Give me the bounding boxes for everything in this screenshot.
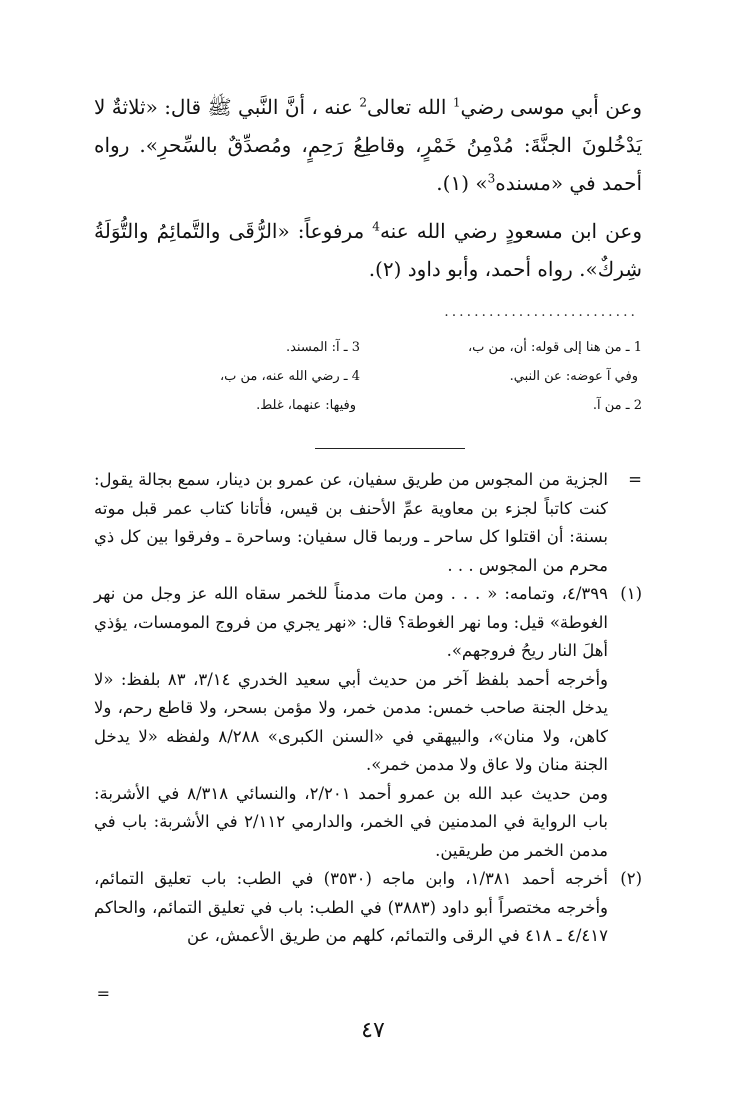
footnote-2-number: (٢) xyxy=(620,869,642,888)
footnote-1 xyxy=(94,580,642,666)
text-run: عنه ، أنَّ النَّبي ﷺ قال: «ثلاثةٌ لا يَدْخُلونَ الجنَّةَ: مُدْمِنُ خَمْرٍ، وقاطِعُ رَحِمٍ، ومُصدِّقٌ بالسِّحرِ». رواه أحمد في «مسنده xyxy=(94,95,642,195)
variant-note-4-cont: وفيها: عنهما، غلط. xyxy=(256,398,356,413)
variant-note-2: 2 ـ من آ. xyxy=(592,398,642,413)
variant-note-1-cont: وفي آ عوضه: عن النبي. xyxy=(509,369,638,384)
variant-note-4: 4 ـ رضي الله عنه، من ب، xyxy=(219,369,360,384)
variant-marker-2: 2 xyxy=(359,95,367,110)
text-run: وعن أبي موسى رضي xyxy=(460,95,643,119)
continuation-mark-bottom: = xyxy=(96,984,110,1003)
page-number: ٤٧ xyxy=(361,1018,385,1043)
text-run: مرفوعاً: «الرُّقَى والتَّمائِمُ والتُّوَلَةُ شِركٌ». رواه أحمد، وأبو داود (٢). xyxy=(94,219,642,281)
hadith-paragraph-2 xyxy=(94,212,642,288)
separator-dots: .......................... xyxy=(444,304,638,320)
text-run: » (١). xyxy=(436,171,488,195)
footnote-1-number: (١) xyxy=(620,584,642,603)
footnote-divider xyxy=(315,448,465,449)
continuation-text: الجزية من المجوس من طريق سفيان، عن عمرو بن دينار، سمع بجالة يقول: كنت كاتباً لجزء بن معاوية عمِّ الأحنف بن قيس، فأتانا كتاب عمر قبل موته بسنة: أن اقتلوا كل ساحر ـ وربما قال سفيان: وساحرة ـ وفرقوا بين كل ذي محرم من المجوس . . . xyxy=(94,470,608,575)
text-run: الله تعالى xyxy=(367,95,453,119)
variant-note-3: 3 ـ آ: المسند. xyxy=(285,340,360,355)
footnote-2 xyxy=(94,865,642,951)
hadith-paragraph-1 xyxy=(94,88,642,202)
footnote-2-text: أخرجه أحمد ١/٣٨١، وابن ماجه (٣٥٣٠) في الطب: باب تعليق التمائم، وأخرجه مختصراً أبو داود (٣٨٨٣) في الطب: باب في تعليق التمائم، والحاكم ٤/٤١٧ ـ ٤١٨ في الرقى والتمائم، كلهم من طريق الأعمش، عن xyxy=(94,869,609,945)
continuation-mark: = xyxy=(628,470,642,489)
variant-marker-3: 3 xyxy=(487,171,496,186)
text-run: وعن ابن مسعودٍ رضي الله عنه xyxy=(379,219,642,243)
main-text xyxy=(94,88,642,288)
footnote-continuation xyxy=(94,466,642,580)
footnote-1-para-3: ومن حديث عبد الله بن عمرو أحمد ٢/٢٠١، والنسائي ٨/٣١٨ في الأشربة: باب الرواية في المدمنين في الخمر، والدارمي ٢/١١٢ في الأشربة: باب في مدمن الخمر من طريقين. xyxy=(94,783,609,860)
variant-note-1: 1 ـ من هنا إلى قوله: أن، من ب، xyxy=(467,340,642,355)
footnote-1-text: ٤/٣٩٩، وتمامه: « . . . ومن مات مدمناً للخمر سقاه الله عز وجل من نهر الغوطة» قيل: وما نهر الغوطة؟ قال: «نهر يجري من فروج المومسات، يؤذي أهلَ النار ريحُ فروجهم». xyxy=(94,584,608,660)
footnote-1-para-2: وأخرجه أحمد بلفظ آخر من حديث أبي سعيد الخدري ٣/١٤، ٨٣ بلفظ: «لا يدخل الجنة صاحب خمس: مدمن خمر، ولا مؤمن بسحر، ولا قاطع رحم، ولا كاهن، ولا منان»، والبيهقي في «السنن الكبرى» ٨/٢٨٨ ولفظه «لا يدخل الجنة منان ولا عاق ولا مدمن خمر». xyxy=(94,669,609,774)
footnotes-section xyxy=(94,466,642,951)
variant-marker-4: 4 xyxy=(372,219,380,234)
variant-marker-1: 1 xyxy=(452,95,461,110)
